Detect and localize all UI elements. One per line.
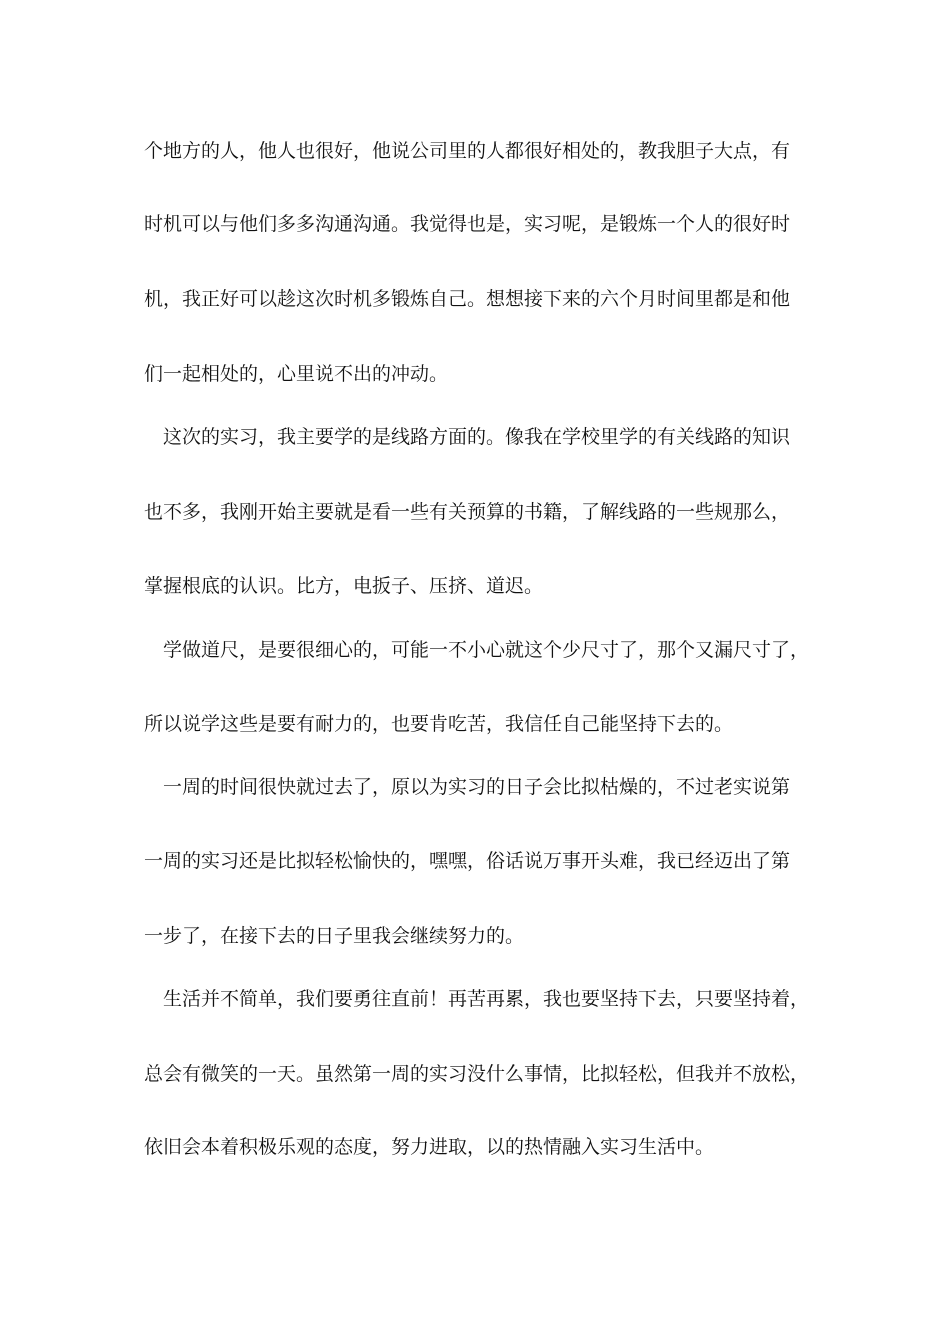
paragraph-first-line: 学做道尺，是要很细心的，可能一不小心就这个少尺寸了，那个又漏尺寸了，: [163, 639, 810, 661]
text-line: 一步了，在接下去的日子里我会继续努力的。: [144, 925, 525, 947]
text-line: 也不多，我刚开始主要就是看一些有关预算的书籍，了解线路的一些规那么，: [144, 501, 791, 523]
text-line: 时机可以与他们多多沟通沟通。我觉得也是，实习呢，是锻炼一个人的很好时: [144, 213, 791, 235]
text-line: 总会有微笑的一天。虽然第一周的实习没什么事情，比拟轻松，但我并不放松，: [144, 1063, 810, 1085]
text-line: 们一起相处的，心里说不出的冲动。: [144, 363, 449, 385]
text-line: 所以说学这些是要有耐力的，也要肯吃苦，我信任自己能坚持下去的。: [144, 713, 734, 735]
paragraph-first-line: 这次的实习，我主要学的是线路方面的。像我在学校里学的有关线路的知识: [163, 426, 791, 448]
text-line: 掌握根底的认识。比方，电扳子、压挤、道迟。: [144, 575, 544, 597]
text-line: 一周的实习还是比拟轻松愉快的，嘿嘿，俗话说万事开头难，我已经迈出了第: [144, 850, 791, 872]
text-line: 依旧会本着积极乐观的态度，努力进取，以的热情融入实习生活中。: [144, 1136, 715, 1158]
paragraph-first-line: 一周的时间很快就过去了，原以为实习的日子会比拟枯燥的，不过老实说第: [163, 776, 791, 798]
text-line: 机，我正好可以趁这次时机多锻炼自己。想想接下来的六个月时间里都是和他: [144, 288, 791, 310]
paragraph-first-line: 生活并不简单，我们要勇往直前！再苦再累，我也要坚持下去，只要坚持着，: [163, 988, 810, 1010]
text-line: 个地方的人，他人也很好，他说公司里的人都很好相处的，教我胆子大点，有: [144, 140, 791, 162]
